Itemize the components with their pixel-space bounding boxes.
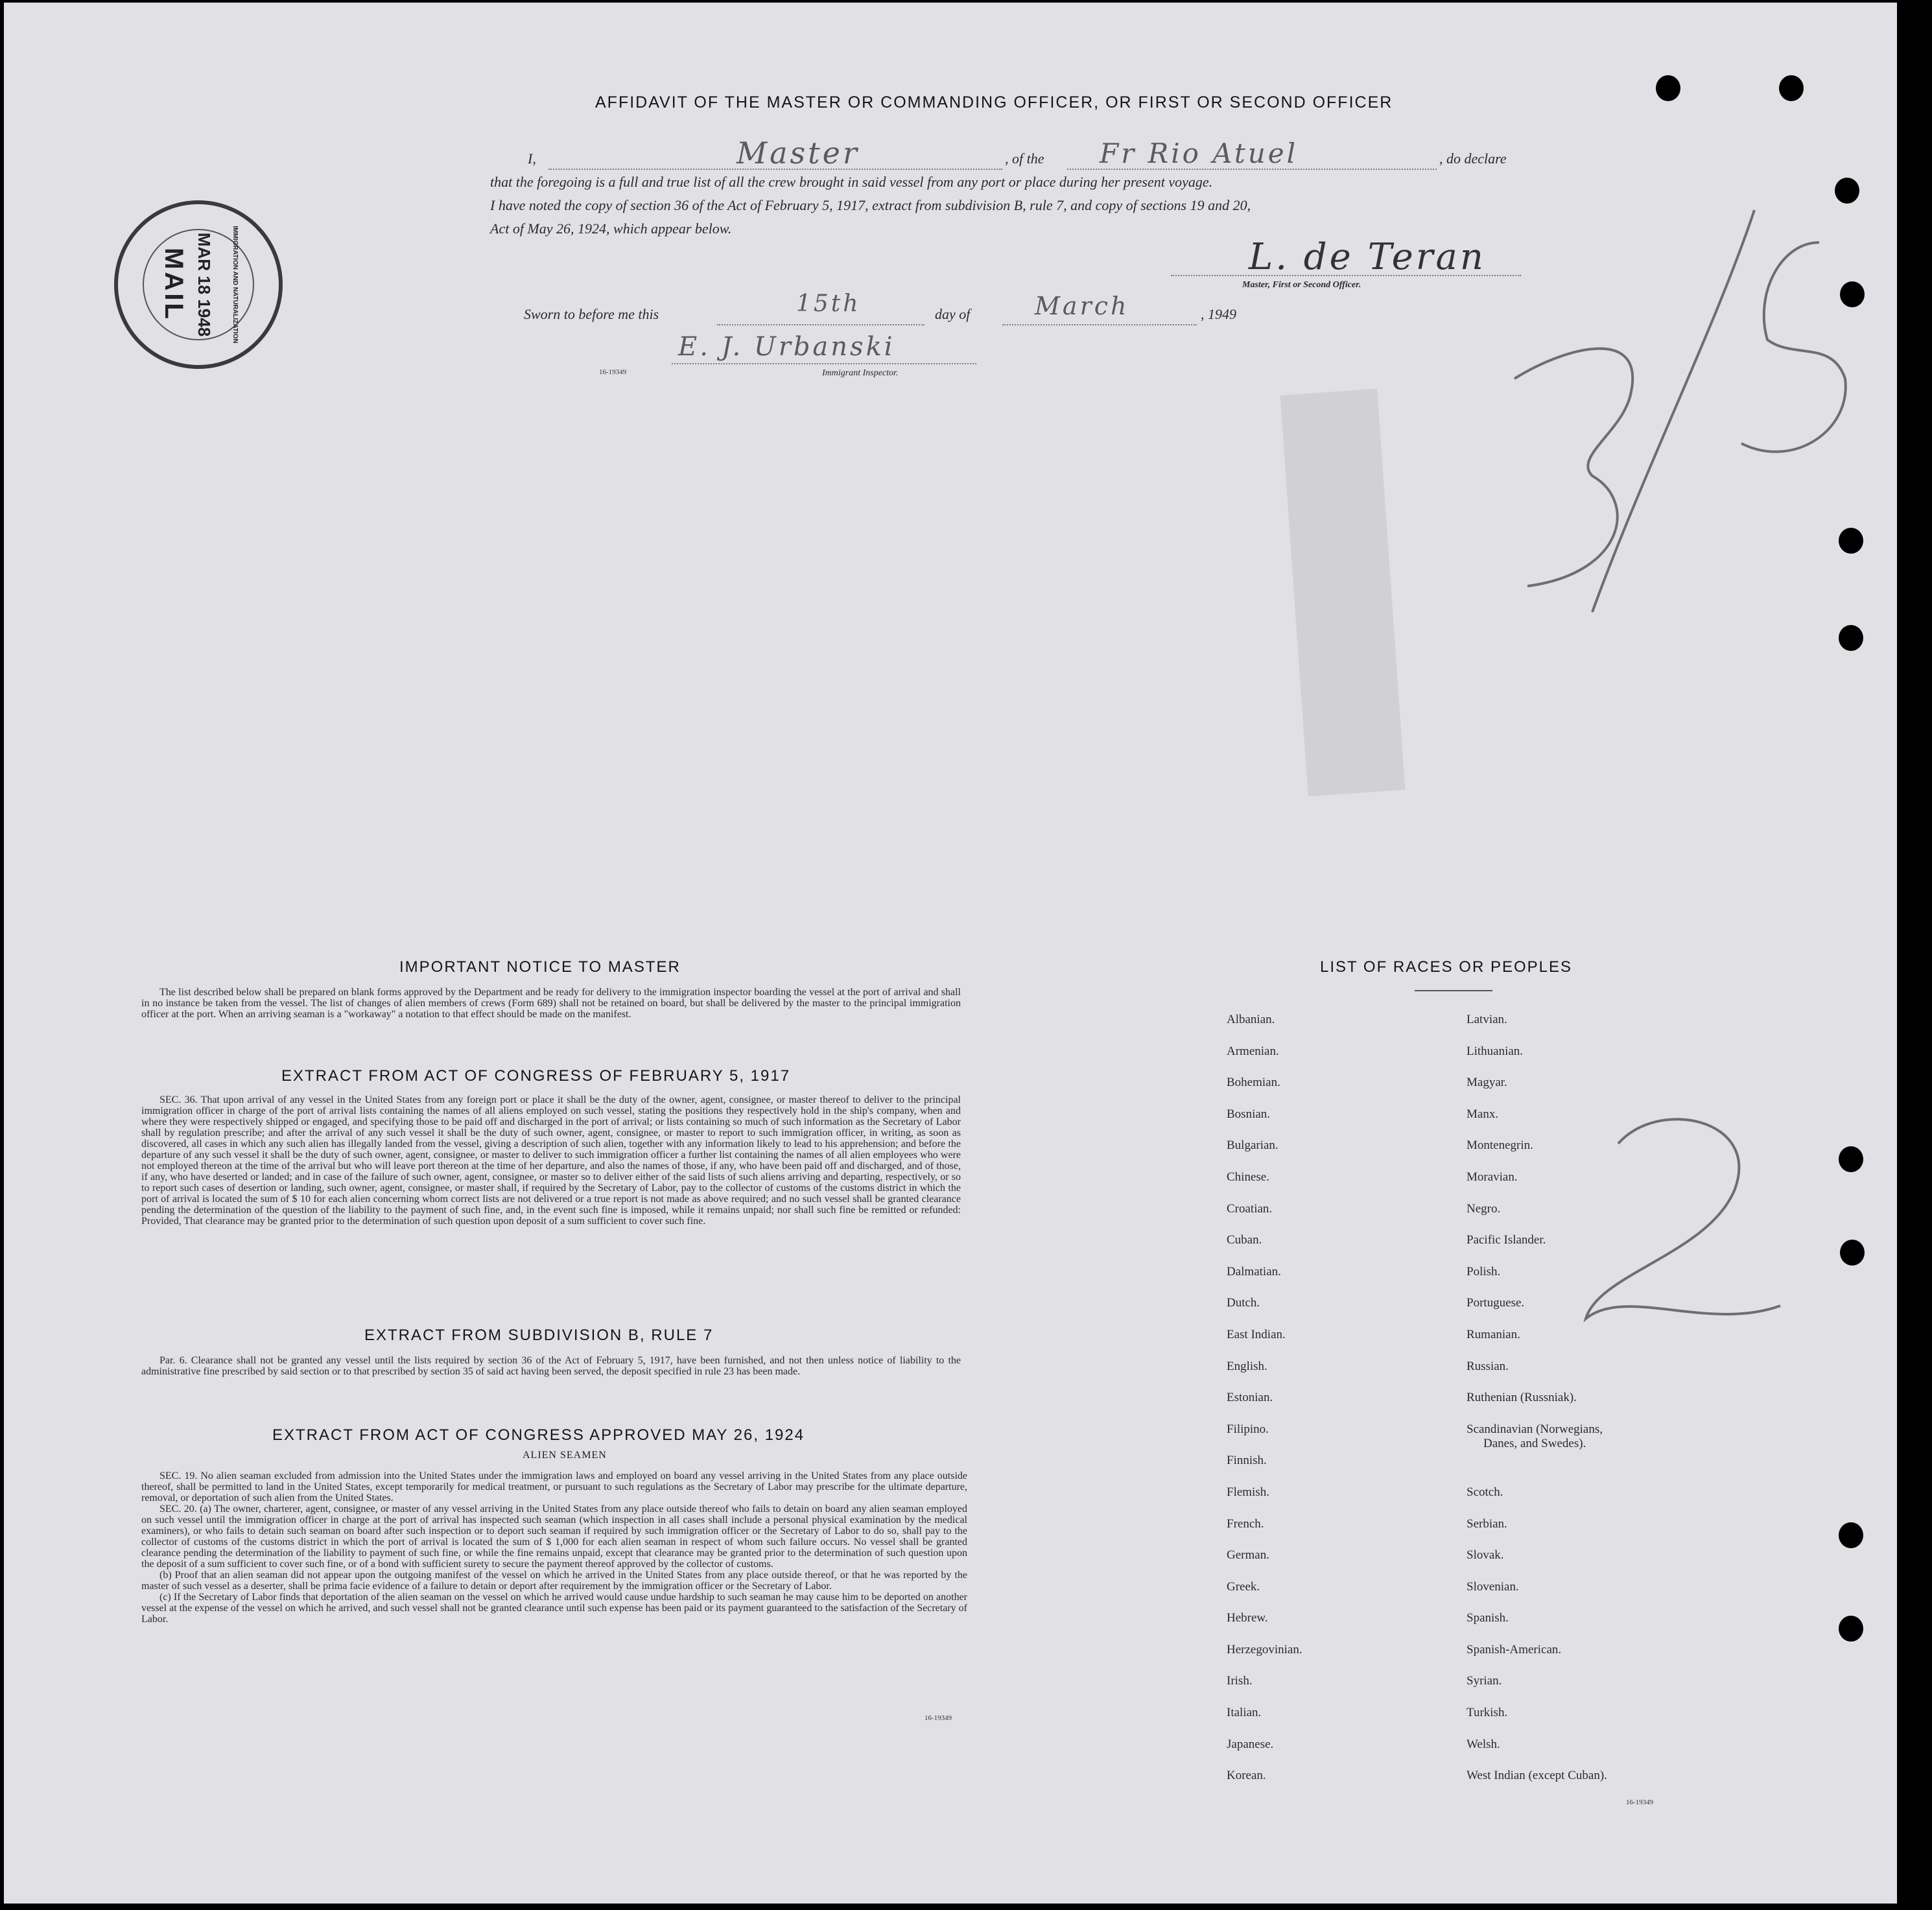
section-20c-paragraph: (c) If the Secretary of Labor finds that deportation of the alien seaman on the vessel on which he arrived would cause undue hardship to such seaman he may cause him to be deported on another vessel at the expense of the vessel on which he arrived, and such vessel shall not be granted clearance until such expense has been paid or its payment guaranteed to the satisfaction of the Secretary of Labor. — [141, 1592, 967, 1625]
punch-hole — [1839, 1616, 1863, 1642]
races-right-column — [1467, 1013, 1607, 1800]
day-of-label: day of — [935, 306, 971, 322]
notice-body — [141, 987, 961, 1020]
notice-paragraph: The list described below shall be prepared on blank forms approved by the Department and be ready for delivery to the immigration inspector boarding the vessel at the port of arrival and shall in no instance be taken from the vessel. The list of changes of alien members of crews (Form 689) shall not be retained on board, but shall be delivered by the master to the principal immigration officer at the port. When an arriving seaman is a "workaway" a notation to that effect should be made on the manifest. — [141, 987, 961, 1020]
race-item: Finnish. — [1227, 1454, 1267, 1468]
extract-1924-subtitle: ALIEN SEAMEN — [523, 1450, 607, 1461]
tape-smudge — [1280, 389, 1406, 797]
race-item: Bulgarian. — [1227, 1138, 1278, 1153]
section-20a-paragraph: SEC. 20. (a) The owner, charterer, agent, consignee, or master of any vessel arriving in the United States from any place outside thereof who fails to detain on board any alien seaman employed on such vessel until the immigration officer in charge at the port of arrival has inspected such seaman (which inspection in all cases shall include a personal physical examination by the medical examiners), or who fails to detain such seaman on board after such inspection or to deport such seaman if required by such immigration officer or the Secretary of Labor to do so, shall pay to the collector of customs of the customs district in which the port of arrival is located the sum of $ 1,000 for each alien seaman in respect of whom such failure occurs. No vessel shall be granted clearance pending the determination of the liability to payment of such fine, or while the fine remains unpaid, except that clearance may be granted prior to the determination of such question upon the deposit of a sum sufficient to cover such fine, or of a bond with sufficient surety to secure the payment thereof approved by the collector of customs. — [141, 1503, 967, 1570]
extract-rule7-paragraph: Par. 6. Clearance shall not be granted any vessel until the lists required by section 36 of the Act of February 5, 1917, have been furnished, and not then unless notice of liability to the administrative fine prescribed by said section or to that prescribed by section 35 of said act having been served, the deposit specified in rule 23 has been made. — [141, 1355, 961, 1377]
race-item: Scotch. — [1467, 1485, 1503, 1499]
race-item: Latvian. — [1467, 1013, 1507, 1026]
punch-hole — [1839, 625, 1863, 651]
race-item: Montenegrin. — [1467, 1138, 1533, 1153]
race-item: Estonian. — [1227, 1391, 1273, 1405]
handwritten-month: March — [1035, 292, 1129, 320]
race-item: West Indian (except Cuban). — [1467, 1769, 1607, 1783]
race-item: Dutch. — [1227, 1296, 1260, 1310]
race-item: Manx. — [1467, 1107, 1499, 1121]
month-line — [1002, 324, 1197, 325]
race-item: Syrian. — [1467, 1674, 1502, 1688]
declaration-line-2: I have noted the copy of section 36 of the Act of February 5, 1917, extract from subdivision B, rule 7, and copy of sections 19 and 20, — [490, 197, 1251, 213]
inspector-caption: Immigrant Inspector. — [822, 368, 899, 378]
race-item: Flemish. — [1227, 1485, 1269, 1499]
i-label: I, — [528, 150, 536, 167]
race-item: East Indian. — [1227, 1327, 1286, 1341]
section-19-paragraph: SEC. 19. No alien seaman excluded from admission into the United States under the immigration laws and employed on board any vessel arriving in the United States from any place outside thereof, shall be permitted to land in the United States, except temporarily for medical treatment, or pursuant to such regulations as the Secretary of Labor may prescribe for the ultimate departure, removal, or deportation of such alien from the United States. — [141, 1470, 967, 1503]
declaration-line-3: Act of May 26, 1924, which appear below. — [490, 220, 732, 237]
race-item-continuation: Danes, and Swedes). — [1483, 1436, 1586, 1450]
race-item: Japanese. — [1227, 1737, 1274, 1751]
punch-hole — [1839, 1522, 1863, 1548]
race-item: Chinese. — [1227, 1170, 1269, 1184]
race-item: Rumanian. — [1467, 1327, 1520, 1341]
punch-hole — [1656, 75, 1680, 101]
races-title-rule — [1415, 990, 1492, 991]
race-item: French. — [1227, 1516, 1264, 1531]
handwritten-day: 15th — [796, 290, 861, 317]
master-signature: L. de Teran — [1249, 236, 1486, 278]
race-item: English. — [1227, 1359, 1267, 1373]
race-item: Spanish-American. — [1467, 1642, 1562, 1657]
sworn-label: Sworn to before me this — [524, 306, 659, 322]
race-item: Korean. — [1227, 1769, 1266, 1783]
race-item: Scandinavian (Norwegians, — [1467, 1422, 1603, 1436]
race-item: Moravian. — [1467, 1170, 1518, 1184]
pencil-mark-3-5 — [1430, 197, 1871, 625]
stamp-line-1: MAIL — [159, 248, 188, 322]
race-item: Negro. — [1467, 1201, 1501, 1216]
race-item: Italian. — [1227, 1706, 1262, 1720]
races-form-number: 16-19349 — [1626, 1798, 1654, 1806]
notice-title: IMPORTANT NOTICE TO MASTER — [399, 958, 681, 976]
race-item: Pacific Islander. — [1467, 1233, 1546, 1247]
race-item: Magyar. — [1467, 1076, 1507, 1090]
race-item: Russian. — [1467, 1359, 1509, 1373]
race-item: Armenian. — [1227, 1044, 1279, 1058]
race-item: Bohemian. — [1227, 1076, 1280, 1090]
extract-rule7-title: EXTRACT FROM SUBDIVISION B, RULE 7 — [364, 1326, 714, 1344]
race-item: Dalmatian. — [1227, 1264, 1281, 1279]
document-page — [4, 3, 1897, 1904]
race-item: German. — [1227, 1548, 1269, 1562]
handwritten-vessel: Fr Rio Atuel — [1100, 137, 1299, 169]
race-item: Irish. — [1227, 1674, 1253, 1688]
of-the-label: , of the — [1005, 150, 1044, 167]
race-item: Filipino. — [1227, 1422, 1269, 1436]
race-item: Turkish. — [1467, 1706, 1508, 1720]
punch-hole — [1779, 75, 1804, 101]
race-item: Herzegovinian. — [1227, 1642, 1302, 1657]
race-item: Cuban. — [1227, 1233, 1262, 1247]
stamp-line-2: MAR 18 1948 — [194, 232, 214, 337]
race-item: Lithuanian. — [1467, 1044, 1524, 1058]
punch-hole — [1840, 1240, 1865, 1266]
race-item: Greek. — [1227, 1579, 1260, 1594]
races-title: LIST OF RACES OR PEOPLES — [1320, 958, 1572, 976]
race-item: Hebrew. — [1227, 1611, 1268, 1625]
race-item: Ruthenian (Russniak). — [1467, 1391, 1577, 1405]
race-item: Portuguese. — [1467, 1296, 1525, 1310]
extract-1917-body — [141, 1094, 961, 1227]
race-item: Spanish. — [1467, 1611, 1509, 1625]
inspector-signature: E. J. Urbanski — [678, 332, 895, 362]
race-item: Bosnian. — [1227, 1107, 1271, 1121]
extract-rule7-body — [141, 1355, 961, 1377]
signature-caption: Master, First or Second Officer. — [1242, 280, 1361, 290]
year-label: , 1949 — [1201, 306, 1236, 322]
extract-1924-body — [141, 1470, 967, 1625]
races-left-column — [1227, 1013, 1302, 1800]
mail-date-stamp — [114, 200, 283, 369]
extract-1924-title: EXTRACT FROM ACT OF CONGRESS APPROVED MAY 26, 1924 — [272, 1426, 805, 1444]
race-item: Albanian. — [1227, 1013, 1275, 1026]
stamp-line-3: IMMIGRATION AND NATURALIZATION — [231, 226, 239, 344]
punch-hole — [1839, 1146, 1863, 1172]
affidavit-title: AFFIDAVIT OF THE MASTER OR COMMANDING OFFICER, OR FIRST OR SECOND OFFICER — [595, 93, 1393, 112]
race-item: Slovenian. — [1467, 1579, 1519, 1594]
handwritten-role: Master — [736, 136, 860, 171]
affidavit-form-number: 16-19349 — [599, 368, 627, 376]
race-item: Croatian. — [1227, 1201, 1273, 1216]
race-item: Slovak. — [1467, 1548, 1504, 1562]
extract-1917-title: EXTRACT FROM ACT OF CONGRESS OF FEBRUARY 5, 1917 — [281, 1067, 791, 1085]
extract-form-number: 16-19349 — [925, 1714, 952, 1722]
race-item: Serbian. — [1467, 1516, 1507, 1531]
declaration-line-1: that the foregoing is a full and true list of all the crew brought in said vessel from any port or place during her present voyage. — [490, 174, 1213, 190]
do-declare-label: , do declare — [1439, 150, 1507, 167]
race-item: Welsh. — [1467, 1737, 1500, 1751]
section-20b-paragraph: (b) Proof that an alien seaman did not appear upon the outgoing manifest of the vessel on which he arrived in the United States from any place outside thereof, or that he was reported by the master of such vessel as a deserter, shall be prima facie evidence of a failure to detain or deport after requirement by the immigration officer or the Secretary of Labor. — [141, 1570, 967, 1592]
extract-1917-paragraph: SEC. 36. That upon arrival of any vessel in the United States from any foreign port or place it shall be the duty of the owner, agent, consignee, or master thereof to deliver to the principal immigration officer in charge of the port of arrival lists containing the names of all aliens employed on such vessel, stating the positions they respectively hold in the ship's company, when and where they were respectively shipped or engaged, and specifying those to be paid off and discharged in the port of arrival; or lists containing so much of such information as the Secretary of Labor shall by regulation prescribe; and after the arrival of any such vessel it shall be the duty of such owner, agent, consignee, or master to report to such immigration officer, in writing, as soon as discovered, all cases in which any such alien has illegally landed from the vessel, giving a description of such alien, together with any information likely to lead to his apprehension; and before the departure of any such vessel it shall be the duty of such owner, agent, consignee, or master to deliver to such immigration officer a further list containing the names of all alien employees who were not employed thereon at the time of the arrival but who will leave port thereon at the time of her departure, and also the names of those, if any, who have been paid off and discharged, and of those, if any, who have deserted or landed; and in case of the failure of such owner, agent, consignee, or master so to deliver either of the said lists of such aliens arriving and departing, respectively, or so to report such cases of desertion or landing, such owner, agent, consignee, or master shall, if required by the Secretary of Labor, pay to the collector of customs of the customs district in which the port of arrival is located the sum of $ 10 for each alien concerning whom correct lists are not delivered or a true report is not made as above required; and no such vessel shall be granted clearance pending the determination of the question of the liability to the payment of such fine, and, in the event such fine is imposed, while it remains unpaid; nor shall such fine be remitted or refunded: Provided, That clearance may be granted prior to the determination of such question upon deposit of a sum sufficient to cover such fine. — [141, 1094, 961, 1227]
race-item: Polish. — [1467, 1264, 1501, 1279]
inspector-line — [672, 363, 976, 364]
day-line — [717, 324, 925, 325]
